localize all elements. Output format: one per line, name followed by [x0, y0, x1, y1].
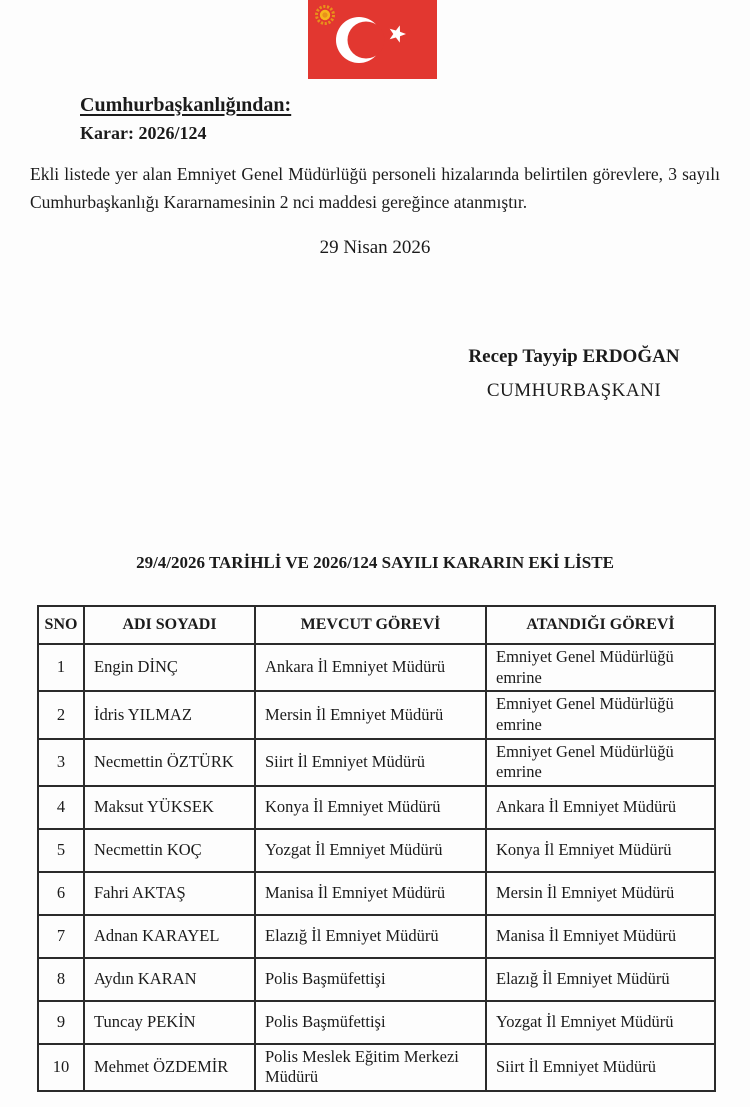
table-row — [38, 829, 715, 872]
cell-current-duty: Polis Meslek Eğitim Merkezi Müdürü — [255, 1044, 486, 1091]
table-row — [38, 958, 715, 1001]
cell-name: Engin DİNÇ — [84, 644, 255, 691]
cell-name: Aydın KARAN — [84, 958, 255, 1001]
cell-assigned-duty: Emniyet Genel Müdürlüğü emrine — [486, 691, 715, 738]
cell-sno: 5 — [38, 829, 84, 872]
cell-sno: 9 — [38, 1001, 84, 1044]
table-row — [38, 739, 715, 786]
table-row — [38, 1044, 715, 1091]
cell-name: Necmettin ÖZTÜRK — [84, 739, 255, 786]
cell-assigned-duty: Elazığ İl Emniyet Müdürü — [486, 958, 715, 1001]
table-row — [38, 644, 715, 691]
col-header-current-duty: MEVCUT GÖREVİ — [255, 606, 486, 644]
signer-title: CUMHURBAŞKANI — [486, 380, 662, 401]
table-row — [38, 691, 715, 738]
cell-sno: 2 — [38, 691, 84, 738]
table-row — [38, 872, 715, 915]
cell-assigned-duty: Emniyet Genel Müdürlüğü emrine — [486, 739, 715, 786]
cell-name: Mehmet ÖZDEMİR — [84, 1044, 255, 1091]
turkish-flag-graphic — [308, 0, 437, 79]
cell-assigned-duty: Konya İl Emniyet Müdürü — [486, 829, 715, 872]
cell-assigned-duty: Yozgat İl Emniyet Müdürü — [486, 1001, 715, 1044]
cell-current-duty: Polis Başmüfettişi — [255, 958, 486, 1001]
cell-sno: 3 — [38, 739, 84, 786]
cell-name: Maksut YÜKSEK — [84, 786, 255, 829]
issuer-heading: Cumhurbaşkanlığından: — [80, 94, 292, 116]
col-header-name: ADI SOYADI — [84, 606, 255, 644]
cell-sno: 7 — [38, 915, 84, 958]
appointment-table — [37, 605, 716, 1092]
cell-assigned-duty: Siirt İl Emniyet Müdürü — [486, 1044, 715, 1091]
cell-current-duty: Konya İl Emniyet Müdürü — [255, 786, 486, 829]
appointment-table-header — [38, 606, 715, 644]
cell-sno: 6 — [38, 872, 84, 915]
table-row — [38, 1001, 715, 1044]
cell-assigned-duty: Emniyet Genel Müdürlüğü emrine — [486, 644, 715, 691]
cell-name: Tuncay PEKİN — [84, 1001, 255, 1044]
header-row — [38, 606, 715, 644]
cell-name: Necmettin KOÇ — [84, 829, 255, 872]
table-row — [38, 786, 715, 829]
cell-name: Adnan KARAYEL — [84, 915, 255, 958]
signer-name: Recep Tayyip ERDOĞAN — [468, 346, 680, 367]
decision-date: 29 Nisan 2026 — [319, 237, 431, 258]
cell-current-duty: Yozgat İl Emniyet Müdürü — [255, 829, 486, 872]
turkish-flag — [308, 0, 437, 79]
cell-assigned-duty: Manisa İl Emniyet Müdürü — [486, 915, 715, 958]
cell-current-duty: Elazığ İl Emniyet Müdürü — [255, 915, 486, 958]
cell-current-duty: Ankara İl Emniyet Müdürü — [255, 644, 486, 691]
col-header-sno: SNO — [38, 606, 84, 644]
cell-assigned-duty: Mersin İl Emniyet Müdürü — [486, 872, 715, 915]
signature-block — [448, 346, 700, 402]
decision-number: Karar: 2026/124 — [80, 123, 207, 143]
cell-current-duty: Mersin İl Emniyet Müdürü — [255, 691, 486, 738]
cell-sno: 1 — [38, 644, 84, 691]
cell-assigned-duty: Ankara İl Emniyet Müdürü — [486, 786, 715, 829]
col-header-assigned-duty: ATANDIĞI GÖREVİ — [486, 606, 715, 644]
cell-name: İdris YILMAZ — [84, 691, 255, 738]
appointment-table-body — [38, 644, 715, 1091]
cell-sno: 10 — [38, 1044, 84, 1091]
cell-sno: 8 — [38, 958, 84, 1001]
cell-current-duty: Manisa İl Emniyet Müdürü — [255, 872, 486, 915]
annex-list-title: 29/4/2026 TARİHLİ VE 2026/124 SAYILI KARARIN EKİ LİSTE — [136, 553, 614, 572]
table-row — [38, 915, 715, 958]
cell-current-duty: Polis Başmüfettişi — [255, 1001, 486, 1044]
cell-current-duty: Siirt İl Emniyet Müdürü — [255, 739, 486, 786]
decision-body-text: Ekli listede yer alan Emniyet Genel Müdürlüğü personeli hizalarında belirtilen görevlere, 3 sayılı Cumhurbaşkanlığı Kararnamesinin 2 nci maddesi gereğince atanmıştır. — [30, 164, 720, 212]
cell-sno: 4 — [38, 786, 84, 829]
cell-name: Fahri AKTAŞ — [84, 872, 255, 915]
